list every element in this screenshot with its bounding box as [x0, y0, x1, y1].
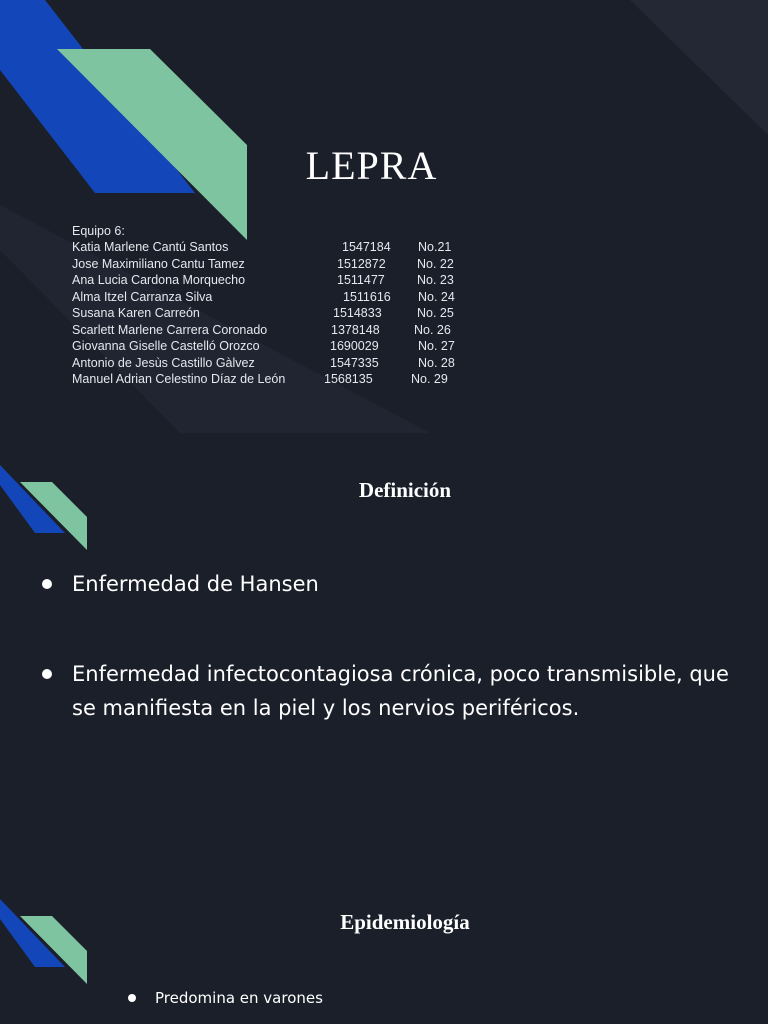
member-id: 1378148	[331, 322, 380, 337]
section-title: Definición	[358, 478, 452, 502]
member-number: No. 24	[418, 289, 455, 304]
member-id: 1511477	[337, 273, 385, 287]
member-id: 1514833	[333, 306, 382, 320]
member-name: Katia Marlene Cantú Santos	[72, 240, 229, 254]
member-number: No. 28	[418, 355, 455, 370]
member-number: No.21	[418, 240, 452, 254]
member-id: 1568135	[324, 372, 373, 386]
bullet-text: Enfermedad de Hansen	[72, 572, 319, 596]
epidemiology-slide	[0, 867, 768, 1024]
member-id: 1511616	[343, 289, 391, 304]
bullet-item	[40, 657, 740, 725]
presentation-title: LEPRA	[305, 143, 438, 188]
member-name: Antonio de Jesùs Castillo Gàlvez	[72, 355, 255, 370]
bullet-list	[40, 567, 740, 725]
bullet-icon	[42, 579, 52, 589]
bullet-item	[40, 567, 740, 601]
team-label: Equipo 6:	[72, 224, 125, 238]
bullet-icon	[42, 669, 52, 679]
member-id: 1547184	[342, 240, 391, 254]
member-name: Alma Itzel Carranza Silva	[72, 289, 213, 304]
definition-slide	[0, 433, 768, 867]
member-number: No. 25	[417, 306, 454, 320]
title-slide	[0, 0, 768, 433]
member-name: Scarlett Marlene Carrera Coronado	[72, 322, 268, 337]
member-name: Susana Karen Carreón	[72, 306, 200, 320]
member-number: No. 22	[417, 256, 454, 271]
bullet-list	[128, 986, 323, 1010]
bullet-item	[128, 986, 323, 1010]
member-id: 1690029	[330, 339, 379, 353]
member-name: Jose Maximiliano Cantu Tamez	[72, 256, 245, 271]
bullet-text: Enfermedad infectocontagiosa crónica, poco transmisible, que se manifiesta en la piel y los nervios periféricos.	[72, 662, 729, 720]
member-id: 1547335	[330, 355, 379, 370]
member-name: Ana Lucia Cardona Morquecho	[72, 273, 246, 287]
member-number: No. 23	[417, 273, 454, 287]
member-number: No. 29	[411, 372, 448, 386]
bullet-icon	[128, 994, 136, 1002]
member-name: Manuel Adrian Celestino Díaz de León	[72, 372, 286, 386]
section-title: Epidemiología	[340, 910, 470, 934]
member-name: Giovanna Giselle Castelló Orozco	[72, 339, 260, 353]
member-number: No. 27	[418, 339, 455, 353]
bullet-text: Predomina en varones	[155, 989, 323, 1007]
member-id: 1512872	[337, 256, 386, 271]
member-number: No. 26	[414, 322, 451, 337]
